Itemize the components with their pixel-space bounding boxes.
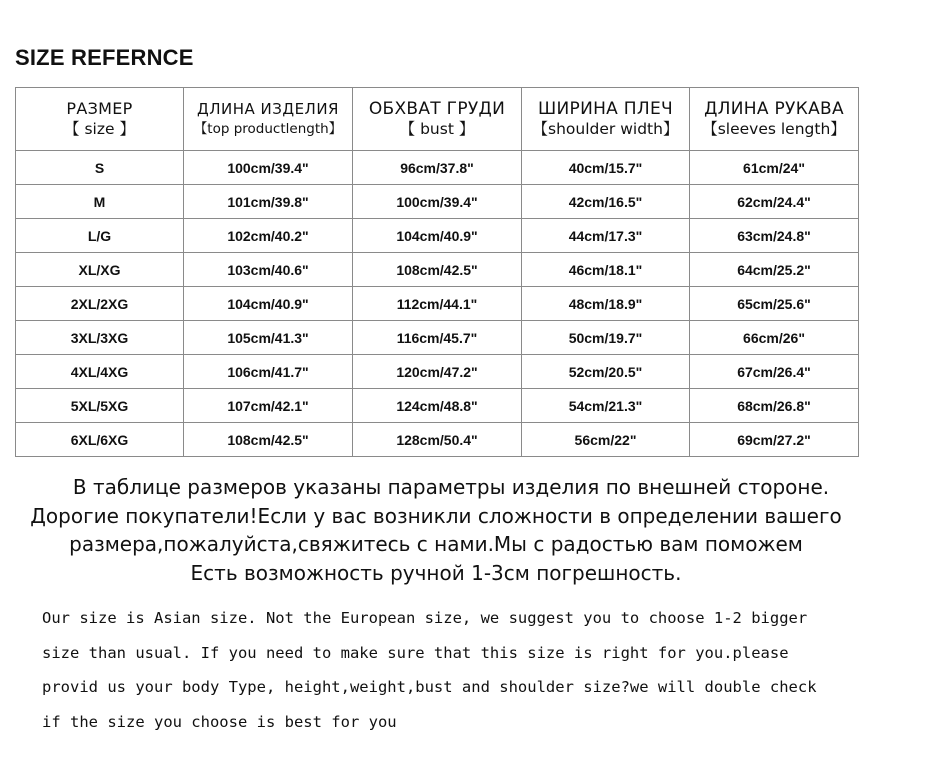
cell-sleeve: 68cm/26.8" [690, 389, 859, 423]
header-length-ru: ДЛИНА ИЗДЕЛИЯ [197, 100, 339, 118]
english-note [42, 601, 882, 739]
table-row [16, 219, 859, 253]
cell-shoulder: 40cm/15.7" [522, 151, 690, 185]
header-sleeve [690, 88, 859, 151]
table-row [16, 355, 859, 389]
cell-sleeve: 69cm/27.2" [690, 423, 859, 457]
ru-note-line: размера,пожалуйста,свяжитесь с нами.Мы с радостью вам поможем [69, 532, 803, 556]
cell-sleeve: 63cm/24.8" [690, 219, 859, 253]
cell-length: 101cm/39.8" [184, 185, 353, 219]
header-size-ru: РАЗМЕР [66, 99, 133, 118]
cell-bust: 112cm/44.1" [353, 287, 522, 321]
russian-notes [0, 473, 872, 587]
en-note-line: size than usual. If you need to make sure that this size is right for you.please [42, 643, 789, 662]
cell-bust: 128cm/50.4" [353, 423, 522, 457]
cell-size: 3XL/3XG [16, 321, 184, 355]
en-note-line: Our size is Asian size. Not the European size, we suggest you to choose 1-2 bigger [42, 609, 808, 627]
table-row [16, 151, 859, 185]
header-size [16, 88, 184, 151]
table-row [16, 287, 859, 321]
header-length-en: 【top productlength】 [193, 121, 343, 137]
cell-length: 106cm/41.7" [184, 355, 353, 389]
cell-sleeve: 62cm/24.4" [690, 185, 859, 219]
cell-length: 100cm/39.4" [184, 151, 353, 185]
header-sleeve-en: 【sleeves length】 [702, 120, 846, 138]
cell-size: L/G [16, 219, 184, 253]
cell-length: 108cm/42.5" [184, 423, 353, 457]
cell-bust: 104cm/40.9" [353, 219, 522, 253]
cell-shoulder: 44cm/17.3" [522, 219, 690, 253]
cell-size: S [16, 151, 184, 185]
cell-length: 105cm/41.3" [184, 321, 353, 355]
cell-size: 2XL/2XG [16, 287, 184, 321]
cell-length: 107cm/42.1" [184, 389, 353, 423]
en-note-line: provid us your body Type, height,weight,bust and shoulder size?we will double check [42, 678, 817, 696]
cell-shoulder: 52cm/20.5" [522, 355, 690, 389]
cell-length: 102cm/40.2" [184, 219, 353, 253]
cell-sleeve: 66cm/26" [690, 321, 859, 355]
header-shoulder-en: 【shoulder width】 [532, 120, 679, 138]
header-bust [353, 88, 522, 151]
cell-shoulder: 54cm/21.3" [522, 389, 690, 423]
cell-sleeve: 61cm/24" [690, 151, 859, 185]
cell-bust: 116cm/45.7" [353, 321, 522, 355]
header-sleeve-ru: ДЛИНА РУКАВА [704, 99, 844, 119]
table-header-row [16, 88, 859, 151]
cell-shoulder: 50cm/19.7" [522, 321, 690, 355]
table-row [16, 185, 859, 219]
table-row [16, 423, 859, 457]
table-row [16, 253, 859, 287]
cell-length: 104cm/40.9" [184, 287, 353, 321]
cell-sleeve: 64cm/25.2" [690, 253, 859, 287]
cell-shoulder: 48cm/18.9" [522, 287, 690, 321]
cell-size: 4XL/4XG [16, 355, 184, 389]
size-chart-table [15, 87, 859, 457]
cell-bust: 124cm/48.8" [353, 389, 522, 423]
ru-note-line: В таблице размеров указаны параметры изделия по внешней стороне. [72, 475, 830, 499]
cell-bust: 108cm/42.5" [353, 253, 522, 287]
header-bust-en: 【 bust 】 [399, 120, 475, 138]
table-row [16, 321, 859, 355]
ru-note-line: Дорогие покупатели!Если у вас возникли сложности в определении вашего [30, 503, 842, 528]
cell-sleeve: 67cm/26.4" [690, 355, 859, 389]
ru-note-line: Есть возможность ручной 1-3см погрешность. [190, 560, 682, 585]
page-title: SIZE REFERNCE [15, 45, 194, 70]
header-shoulder [522, 88, 690, 151]
cell-size: 5XL/5XG [16, 389, 184, 423]
cell-bust: 96cm/37.8" [353, 151, 522, 185]
cell-size: 6XL/6XG [16, 423, 184, 457]
header-size-en: 【 size 】 [64, 120, 135, 138]
cell-shoulder: 42cm/16.5" [522, 185, 690, 219]
cell-bust: 120cm/47.2" [353, 355, 522, 389]
cell-bust: 100cm/39.4" [353, 185, 522, 219]
cell-shoulder: 56cm/22" [522, 423, 690, 457]
header-shoulder-ru: ШИРИНА ПЛЕЧ [538, 99, 673, 119]
header-bust-ru: ОБХВАТ ГРУДИ [368, 99, 506, 119]
cell-size: M [16, 185, 184, 219]
cell-length: 103cm/40.6" [184, 253, 353, 287]
cell-shoulder: 46cm/18.1" [522, 253, 690, 287]
cell-sleeve: 65cm/25.6" [690, 287, 859, 321]
en-note-line: if the size you choose is best for you [42, 712, 397, 731]
table-row [16, 389, 859, 423]
header-length [184, 88, 353, 151]
table-body [16, 151, 859, 457]
cell-size: XL/XG [16, 253, 184, 287]
